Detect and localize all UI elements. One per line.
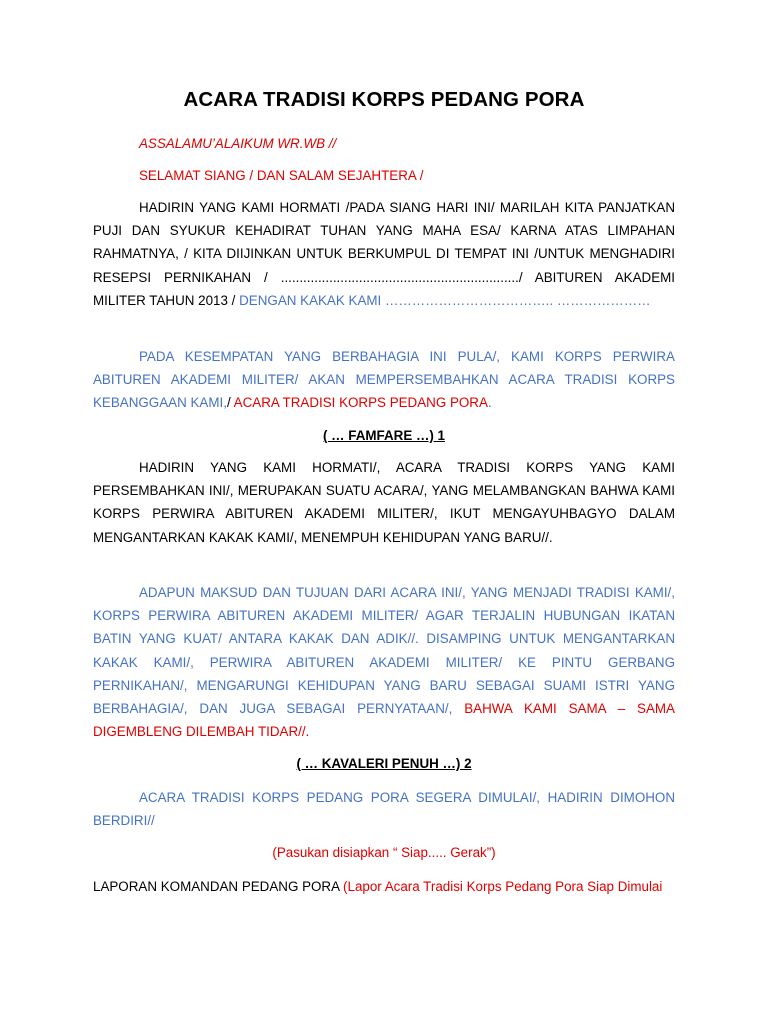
instruction-pasukan: (Pasukan disiapkan “ Siap..... Gerak”) [272,845,496,860]
paragraph-maksud-blue-text: ADAPUN MAKSUD DAN TUJUAN DARI ACARA INI/, YANG MENJADI TRADISI KAMI/, KORPS PERWIRA ABITUREN AKADEMI MILITER/ AGAR TERJALIN HUBUNGAN IKATAN BATIN YANG KUAT/ ANTARA KAKAK DAN ADIK//. DISAMPING UNTUK MENGANTARKAN KAKAK KAMI/, PERWIRA ABITUREN AKADEMI MILITER/ KE PINTU GERBANG PERNIKAHAN/, MENGARUNGI KEHIDUPAN YANG BARU SEBAGAI SUAMI ISTRI YANG BERBAHAGIA/, DAN JUGA SEBAGAI PERNYATAAN/, [93,585,675,717]
paragraph-maksud-red-text: BAHWA KAMI SAMA – SAMA DIGEMBLENG DILEMBAH TIDAR//. [93,701,675,740]
paragraph-kesempatan-red-text: ACARA TRADISI KORPS PEDANG PORA [233,395,488,411]
paragraph-maksud-tujuan [93,581,675,743]
laporan-black-text: LAPORAN KOMANDAN PEDANG PORA [93,879,340,894]
cue-famfare: ( … FAMFARE …) 1 [322,428,445,443]
paragraph-kesempatan-period: . [487,395,492,411]
paragraph-hadirin: HADIRIN YANG KAMI HORMATI/, ACARA TRADISI KORPS YANG KAMI PERSEMBAHKAN INI/, MERUPAKAN SUATU ACARA/, YANG MELAMBANGKAN BAHWA KAMI KORPS PERWIRA ABITUREN AKADEMI MILITER/, IKUT MENGAYUHBAGYO DALAM MENGANTARKAN KAKAK KAMI/, MENEMPUH KEHIDUPAN YANG BARU//. [93,460,675,545]
paragraph-acara-dimulai: ACARA TRADISI KORPS PEDANG PORA SEGERA DIMULAI/, HADIRIN DIMOHON BERDIRI// [93,790,675,829]
paragraph-laporan-komandan [93,875,675,898]
greeting-selamat-siang: SELAMAT SIANG / DAN SALAM SEJAHTERA / [139,168,424,183]
paragraph-opening [93,196,675,312]
cue-kavaleri: ( … KAVALERI PENUH …) 2 [296,756,472,771]
greeting-assalamualaikum: ASSALAMU’ALAIKUM WR.WB // [139,136,337,151]
paragraph-kesempatan [93,345,675,415]
paragraph-kesempatan-blue-text: PADA KESEMPATAN YANG BERBAHAGIA INI PULA/, KAMI KORPS PERWIRA ABITUREN AKADEMI MILITER/ AKAN MEMPERSEMBAHKAN ACARA TRADISI KORPS KEBANGGAAN KAMI, [93,349,675,411]
document-title: ACARA TRADISI KORPS PEDANG PORA [183,88,585,111]
laporan-red-text: (Lapor Acara Tradisi Korps Pedang Pora Siap Dimulai [343,879,663,894]
paragraph-kesempatan-slash: / [226,395,231,411]
paragraph-opening-blue-text: DENGAN KAKAK KAMI ……………………………….. ………………… [239,292,651,308]
paragraph-opening-black-text: HADIRIN YANG KAMI HORMATI /PADA SIANG HARI INI/ MARILAH KITA PANJATKAN PUJI DAN SYUKUR KEHADIRAT TUHAN YANG MAHA ESA/ KARNA ATAS LIMPAHAN RAHMATNYA, / KITA DIIJINKAN UNTUK BERKUMPUL DI TEMPAT INI /UNTUK MENGHADIRI RESEPSI PERNIKAHAN / ................................................................/ ABITUREN AKADEMI MILITER TAHUN 2013 / [93,200,675,308]
